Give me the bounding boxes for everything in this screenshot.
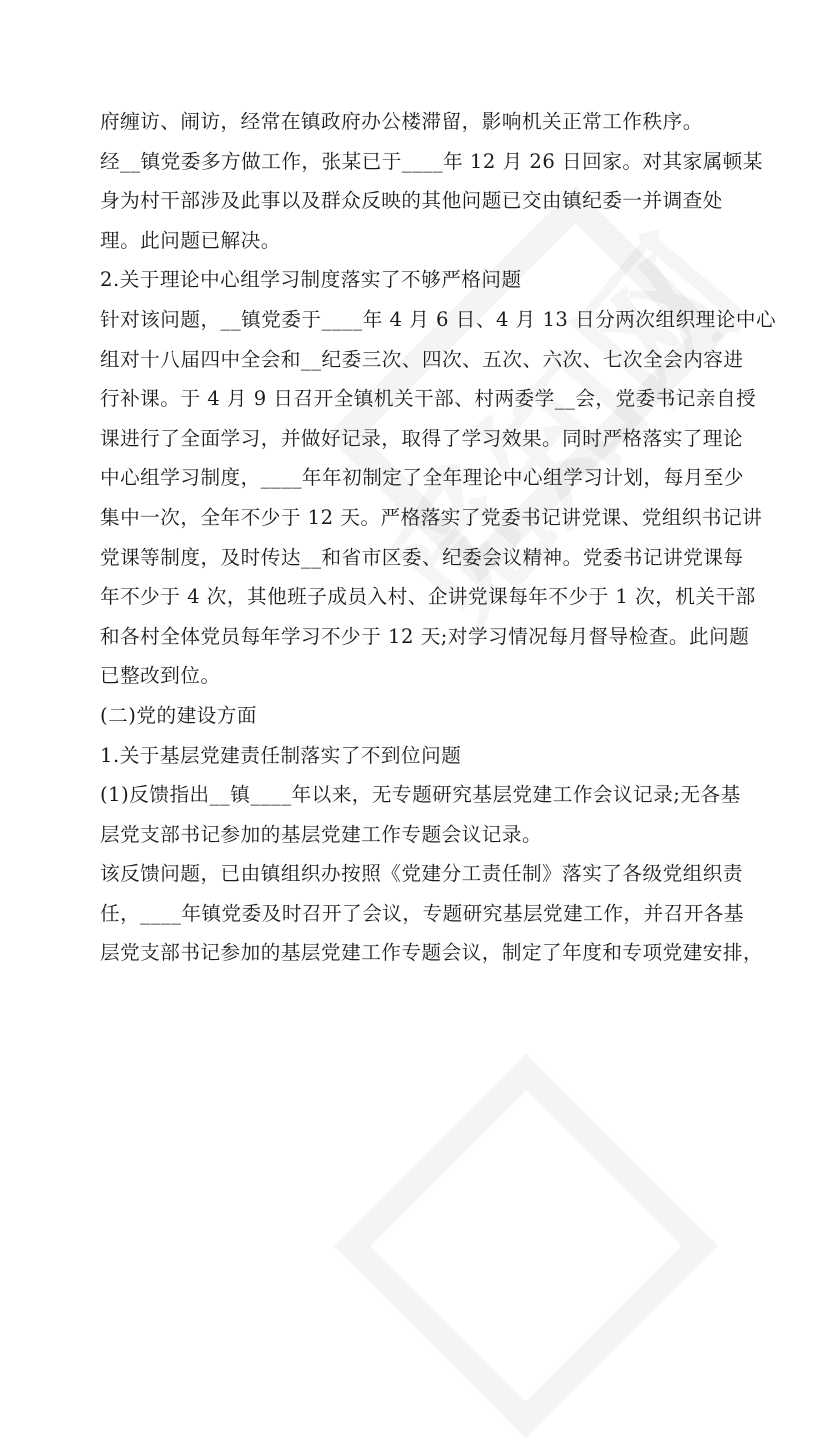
paragraph-line: 经__镇党委多方做工作，张某已于____年 12 月 26 日回家。对其家属顿某 <box>100 149 763 173</box>
paragraph-line: 集中一次，全年不少于 12 天。严格落实了党委书记讲党课、党组织书记讲 <box>100 505 763 529</box>
paragraph-line: 针对该问题，__镇党委于____年 4 月 6 日、4 月 13 日分两次组织理论中心 <box>100 307 777 331</box>
watermark-shape-bottom <box>334 1054 719 1438</box>
paragraph-line: 层党支部书记参加的基层党建工作专题会议记录。 <box>100 822 543 846</box>
paragraph-line: 组对十八届四中全会和__纪委三次、四次、五次、六次、七次全会内容进 <box>100 347 744 371</box>
paragraph-line: 任，____年镇党委及时召开了会议，专题研究基层党建工作，并召开各基 <box>100 901 744 925</box>
paragraph-line: 和各村全体党员每年学习不少于 12 天;对学习情况每月督导检查。此问题 <box>100 624 750 648</box>
document-body <box>100 102 777 973</box>
paragraph-line: 党课等制度，及时传达__和省市区委、纪委会议精神。党委书记讲党课每 <box>100 545 744 569</box>
paragraph-line: 行补课。于 4 月 9 日召开全镇机关干部、村两委学__会，党委书记亲自授 <box>100 387 757 411</box>
section-heading: (二)党的建设方面 <box>100 703 257 727</box>
paragraph-line: 课进行了全面学习，并做好记录，取得了学习效果。同时严格落实了理论 <box>100 426 743 450</box>
paragraph-line: 府缠访、闹访，经常在镇政府办公楼滞留，影响机关正常工作秩序。 <box>100 110 703 133</box>
paragraph-line: 理。此问题已解决。 <box>100 228 281 252</box>
paragraph-line: 身为村干部涉及此事以及群众反映的其他问题已交由镇纪委一并调查处 <box>100 189 723 213</box>
paragraph-line: 已整改到位。 <box>100 664 221 688</box>
paragraph-line: 年不少于 4 次，其他班子成员入村、企讲党课每年不少于 1 次，机关干部 <box>100 585 756 609</box>
section-heading: 1.关于基层党建责任制落实了不到位问题 <box>100 743 462 767</box>
paragraph-line: 该反馈问题，已由镇组织办按照《党建分工责任制》落实了各级党组织责 <box>100 862 743 886</box>
paragraph-line: (1)反馈指出__镇____年以来，无专题研究基层党建工作会议记录;无各基 <box>100 783 741 807</box>
paragraph-line: 中心组学习制度，____年年初制定了全年理论中心组学习计划，每月至少 <box>100 466 744 490</box>
paragraph-line: 层党支部书记参加的基层党建工作专题会议，制定了年度和专项党建安排， <box>100 941 764 965</box>
section-heading: 2.关于理论中心组学习制度落实了不够严格问题 <box>100 268 522 292</box>
